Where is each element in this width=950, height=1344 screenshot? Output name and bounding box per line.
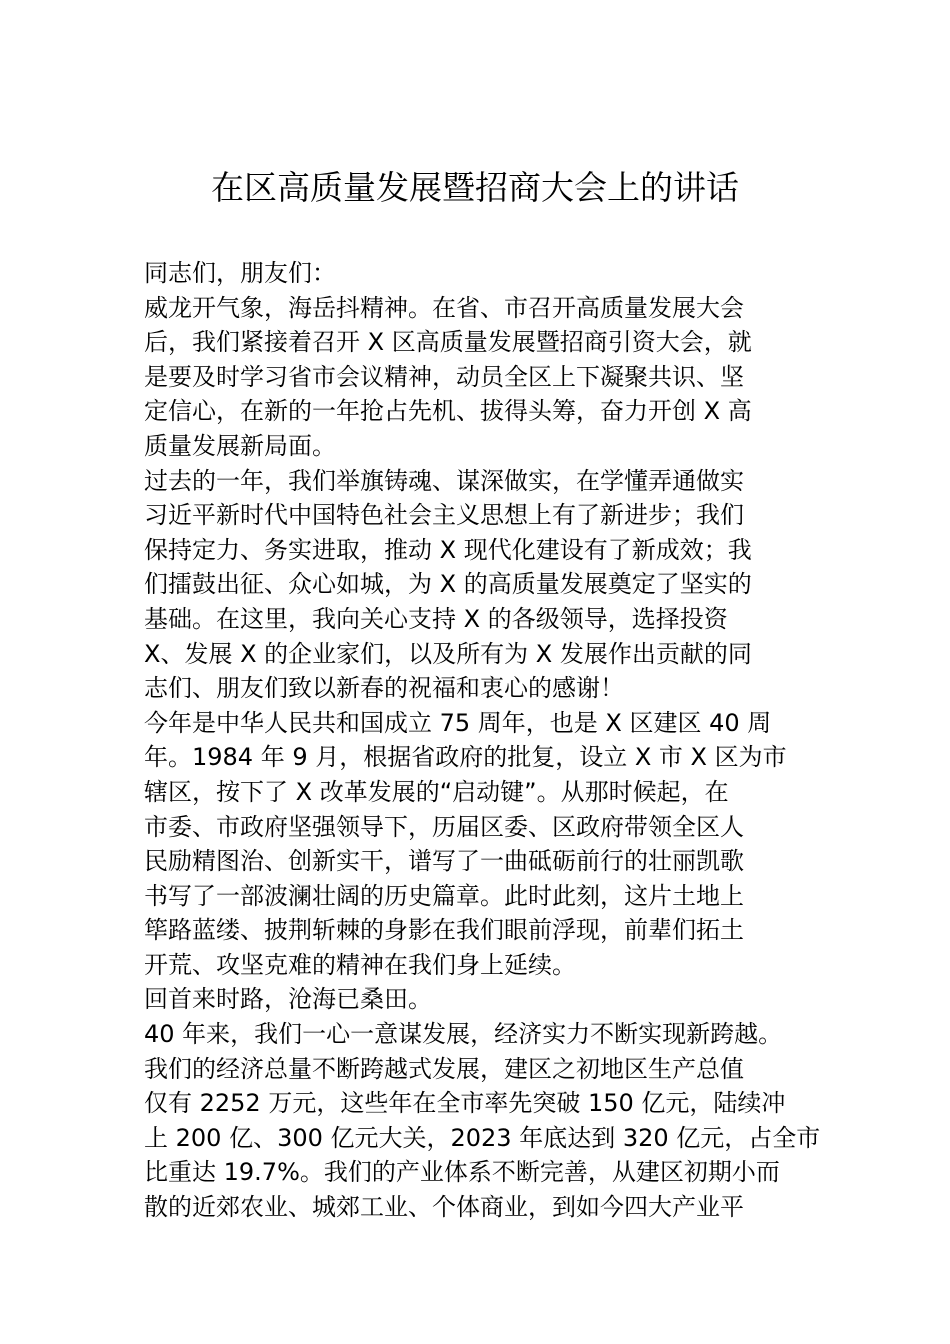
text-line: 回首来时路，沧海已桑田。 [144, 985, 432, 1014]
text-line: 比重达 19.7%。我们的产业体系不断完善，从建区初期小而 [144, 1158, 780, 1187]
text-line: 仅有 2252 万元，这些年在全市率先突破 150 亿元，陆续冲 [144, 1089, 786, 1118]
text-line: 年。1984 年 9 月，根据省政府的批复，设立 X 市 X 区为市 [144, 743, 787, 772]
text-line: 习近平新时代中国特色社会主义思想上有了新进步；我们 [144, 501, 744, 530]
text-line: 同志们，朋友们： [144, 259, 336, 287]
text-line: 民励精图治、创新实干，谱写了一曲砥砺前行的壮丽凯歌 [144, 847, 744, 876]
text-line: 开荒、攻坚克难的精神在我们身上延续。 [144, 950, 576, 979]
text-line: 40 年来，我们一心一意谋发展，经济实力不断实现新跨越。 [144, 1020, 783, 1049]
text-line: 我们的经济总量不断跨越式发展，建区之初地区生产总值 [144, 1054, 744, 1083]
text-line: 基础。在这里，我向关心支持 X 的各级领导，选择投资 [144, 604, 728, 633]
text-line: 辖区，按下了 X 改革发展的“启动键”。从那时候起，在 [144, 777, 729, 806]
text-line: 威龙开气象，海岳抖精神。在省、市召开高质量发展大会 [144, 293, 744, 322]
text-line: 保持定力、务实进取，推动 X 现代化建设有了新成效；我 [144, 535, 752, 564]
text-line: 筚路蓝缕、披荆斩棘的身影在我们眼前浮现，前辈们拓土 [144, 916, 744, 945]
text-line: 定信心，在新的一年抢占先机、拔得头筹，奋力开创 X 高 [144, 397, 752, 426]
text-line: 们擂鼓出征、众心如城，为 X 的高质量发展奠定了坚实的 [144, 570, 752, 599]
text-line: 过去的一年，我们举旗铸魂、谋深做实，在学懂弄通做实 [144, 466, 744, 495]
text-line: X、发展 X 的企业家们，以及所有为 X 发展作出贡献的同 [144, 639, 752, 668]
text-line: 散的近郊农业、城郊工业、个体商业，到如今四大产业平 [144, 1193, 744, 1222]
text-line: 今年是中华人民共和国成立 75 周年，也是 X 区建区 40 周 [144, 708, 772, 737]
text-line: 市委、市政府坚强领导下，历届区委、区政府带领全区人 [144, 812, 744, 841]
text-line: 后，我们紧接着召开 X 区高质量发展暨招商引资大会，就 [144, 328, 752, 357]
text-line: 是要及时学习省市会议精神，动员全区上下凝聚共识、坚 [144, 362, 744, 391]
document-title: 在区高质量发展暨招商大会上的讲话 [211, 168, 739, 207]
speech-body [144, 256, 844, 1225]
text-line: 书写了一部波澜壮阔的历史篇章。此时此刻，这片土地上 [144, 881, 744, 910]
text-line: 质量发展新局面。 [144, 431, 336, 460]
text-line: 上 200 亿、300 亿元大关，2023 年底达到 320 亿元，占全市 [144, 1123, 821, 1152]
text-line: 志们、朋友们致以新春的祝福和衷心的感谢！ [144, 674, 624, 703]
